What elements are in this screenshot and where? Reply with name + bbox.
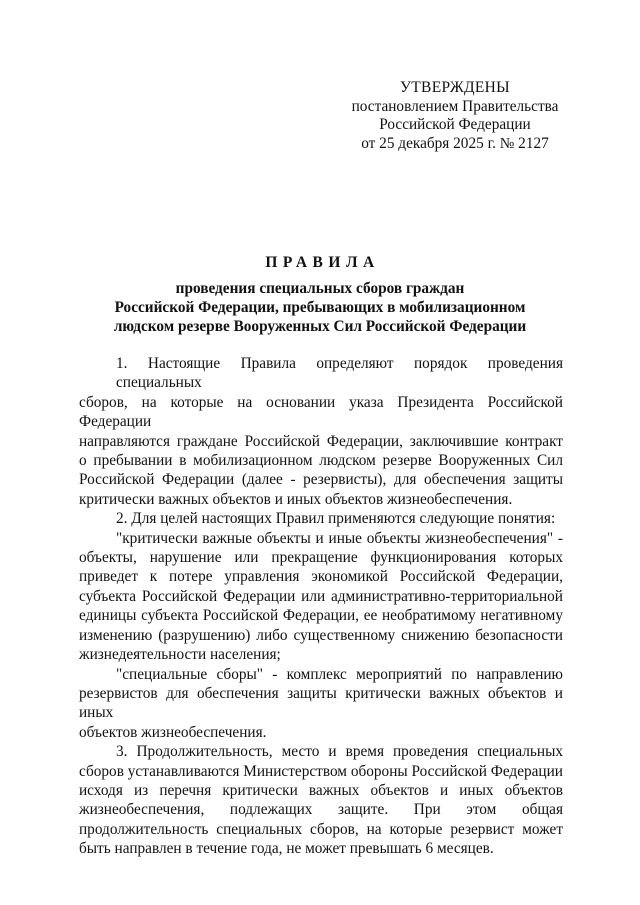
document-subtitle-line: проведения специальных сборов граждан [175,280,465,298]
approval-line: Российской Федерации [379,116,531,134]
text-line: объекты, нарушение или прекращение функционирования которых [79,549,563,567]
definition-critical-objects [79,529,563,665]
paragraph-3 [79,742,563,858]
approval-heading: УТВЕРЖДЕНЫ [400,79,510,96]
text-line: направляются граждане Российской Федерации, заключившие контракт [79,432,563,450]
document-title-block [70,253,570,337]
text-line: быть направлен в течение года, не может превышать 6 месяцев. [79,840,494,858]
approval-line: постановлением Правительства [351,97,559,115]
text-line: резервистов для обеспечения защиты критически важных объектов и иных [79,684,563,722]
text-line: жизнедеятельности населения; [79,646,281,664]
text-line: критически важных объектов и иных объектов жизнеобеспечения. [79,490,513,508]
text-line: сборов, на которые на основании указа Президента Российской Федерации [79,393,563,431]
paragraph-1 [79,354,563,509]
approval-date-line: от 25 декабря 2025 г. № 2127 [361,135,549,153]
paragraph-2 [79,509,563,528]
definition-special-assemblies [79,665,563,743]
document-title: ПРАВИЛА [265,254,380,271]
text-line: субъекта Российской Федерации или административно-территориальной [79,587,563,605]
text-line: продолжительность специальных сборов, на которые резервист может [79,820,563,838]
text-line: приведет к потере управления экономикой Российской Федерации, [79,568,563,586]
text-line: "специальные сборы" - комплекс мероприятий по направлению [116,665,563,683]
text-line: 3. Продолжительность, место и время проведения специальных [116,743,563,761]
text-line: исходя из перечня критически важных объектов и иных объектов [79,781,563,799]
document-subtitle-line: Российской Федерации, пребывающих в мобилизационном [114,299,526,317]
approval-stamp [335,79,575,154]
text-line: сборов устанавливаются Министерством обороны Российской Федерации [79,762,563,780]
text-line: Российской Федерации (далее - резервисты), для обеспечения защиты [79,471,563,489]
text-line: 2. Для целей настоящих Правил применяются следующие понятия: [116,510,556,528]
text-line: объектов жизнеобеспечения. [79,723,267,741]
text-line: изменению (разрушению) либо существенному снижению безопасности [79,626,563,644]
document-body [79,354,563,859]
document-subtitle-line: людском резерве Вооруженных Сил Российской Федерации [113,318,527,335]
text-line: "критически важные объекты и иные объекты жизнеобеспечения" - [116,529,563,547]
text-line: единицы субъекта Российской Федерации, ее необратимому негативному [79,607,563,625]
text-line: о пребывании в мобилизационном людском резерве Вооруженных Сил [79,452,563,470]
text-line: 1. Настоящие Правила определяют порядок проведения специальных [116,355,563,392]
text-line: жизнеобеспечения, подлежащих защите. При этом общая [79,801,563,819]
